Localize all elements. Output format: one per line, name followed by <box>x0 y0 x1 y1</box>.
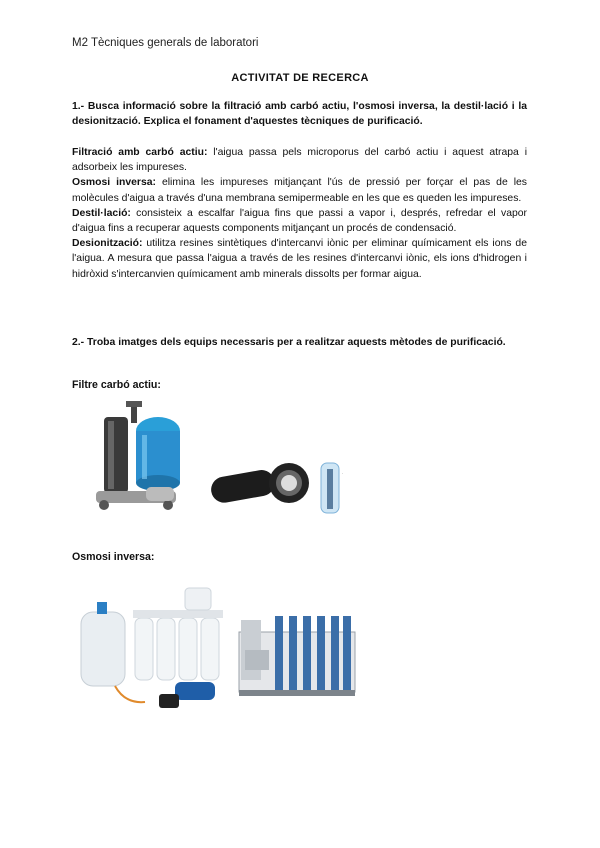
page-header: M2 Tècniques generals de laboratori <box>72 37 259 49</box>
document-title: ACTIVITAT DE RECERCA <box>231 72 369 84</box>
section-osmosi-title: Osmosi inversa: <box>72 551 155 563</box>
carbon-cartridge-image <box>205 455 355 517</box>
answer-carbo <box>72 145 527 175</box>
question-2: 2.- Troba imatges dels equips necessaris per a realitzar aquests mètodes de purificació. <box>72 337 506 348</box>
answer-text: l'aigua passa pels microporus del carbó actiu i aquest atrapa i adsorbeix les impureses. <box>72 147 528 174</box>
industrial-osmosis-plant-image <box>235 610 360 700</box>
carbon-filter-system-image <box>86 395 186 517</box>
question-1: 1.- Busca informació sobre la filtració amb carbó actiu, l'osmosi inversa, la destil·lació i la desionització. Explica el fonament d'aquestes tècniques de purificació. <box>72 101 527 128</box>
svg-text:·: · <box>342 471 344 476</box>
answer-destillacio <box>72 206 527 236</box>
answer-term: Osmosi inversa: <box>72 177 156 189</box>
answers-block <box>72 145 527 282</box>
section-carbo-title: Filtre carbó actiu: <box>72 379 161 391</box>
answer-osmosi <box>72 175 527 205</box>
answer-term: Destil·lació: <box>72 207 131 219</box>
answer-text: elimina les impureses mitjançant l'ús de pressió per forçar el pas de les molècules d'aigua a través d'una membrana semipermeable en les que es queden les impureses. <box>72 177 527 204</box>
answer-term: Desionització: <box>72 238 143 250</box>
answer-text: utilitza resines sintètiques d'intercanvi iònic per eliminar químicament els ions de l'aigua. A mesura que passa l'aigua a través de les resines d'intercanvi iònic, els ions d'hidrogen i hidròxid s'intercanvien químicament amb minerals dissolts per formar aigua. <box>72 238 527 280</box>
answer-desionitzacio <box>72 236 527 282</box>
reverse-osmosis-unit-image <box>75 584 235 714</box>
answer-term: Filtració amb carbó actiu: <box>72 147 208 158</box>
answer-text: consisteix a escalfar l'aigua fins que passi a vapor i, després, refredar el vapor d'aigua fins a recuperar aquests components mitjançant un procés de condensació. <box>72 207 527 235</box>
